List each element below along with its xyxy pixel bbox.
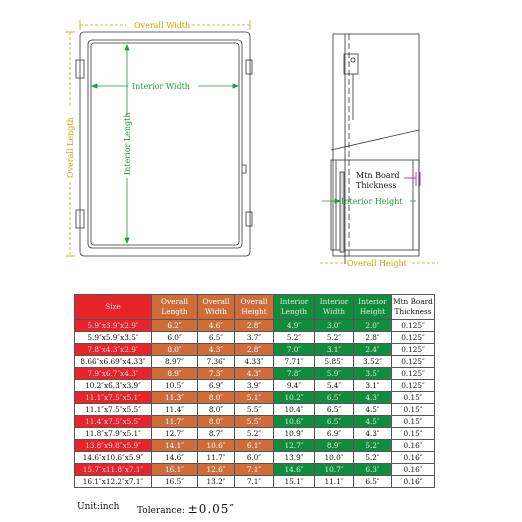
table-row — [75, 464, 435, 476]
table-cell: 0.16″ — [392, 452, 435, 464]
latch-notch — [242, 165, 246, 173]
table-cell: 10.4″ — [274, 404, 315, 416]
table-cell: 2.8″ — [235, 344, 274, 356]
interior-height-label: Interior Height — [341, 197, 403, 206]
table-cell: 5.9″ — [315, 368, 354, 380]
side-hinge — [344, 54, 358, 74]
table-row — [75, 320, 435, 332]
table-cell: 12.6″ — [198, 464, 235, 476]
table-cell: 4.9″ — [274, 320, 315, 332]
table-cell: 7.3″ — [198, 368, 235, 380]
table-cell: 4.3″ — [354, 392, 392, 404]
table-cell: 6.0″ — [235, 452, 274, 464]
table-cell: 7.71″ — [274, 356, 315, 368]
table-cell: 10.9″ — [274, 428, 315, 440]
table-cell: 0.16″ — [392, 464, 435, 476]
table-cell: 5.5″ — [235, 416, 274, 428]
overall-width-label: Overall Width — [134, 21, 191, 30]
table-cell: 6.9″ — [198, 380, 235, 392]
table-cell: 16.1″x12.2″x7.1″ — [75, 476, 152, 488]
table-cell: 16.1″ — [152, 464, 198, 476]
table-cell: 15.7″x11.8″x7.1″ — [75, 464, 152, 476]
column-header: Size — [75, 295, 152, 320]
column-header: Interior Width — [315, 295, 354, 320]
table-cell: 6.5″ — [315, 404, 354, 416]
table-cell: 5.9″x5.9″x3.5″ — [75, 332, 152, 344]
table-cell: 11.1″ — [315, 476, 354, 488]
front-view — [76, 32, 252, 256]
table-cell: 13.2″ — [198, 476, 235, 488]
table-cell: 2.8″ — [354, 332, 392, 344]
table-row — [75, 476, 435, 488]
table-cell: 5.2″ — [354, 440, 392, 452]
latch-bottom-right — [246, 212, 252, 226]
table-cell: 7.1″ — [235, 476, 274, 488]
table-cell: 3.52″ — [354, 356, 392, 368]
table-cell: 0.125″ — [392, 380, 435, 392]
table-cell: 14.6″ — [152, 452, 198, 464]
column-header: Interior Length — [274, 295, 315, 320]
table-header-row — [75, 295, 435, 320]
table-cell: 14.6″ — [274, 464, 315, 476]
table-cell: 3.7″ — [235, 332, 274, 344]
table-cell: 5.2″ — [235, 428, 274, 440]
table-cell: 7.8″x4.3″x2.9″ — [75, 344, 152, 356]
column-header: Overall Width — [198, 295, 235, 320]
table-cell: 6.9″ — [315, 428, 354, 440]
table-cell: 15.1″ — [274, 476, 315, 488]
table-cell: 11.1″x7.5″x5.1″ — [75, 392, 152, 404]
tolerance-label: Tolerance: — [137, 506, 185, 516]
size-spec-table — [74, 294, 435, 488]
mtn-board-dimension — [404, 172, 420, 186]
table-cell: 7.8″ — [274, 368, 315, 380]
enclosure-inner-outline — [88, 40, 242, 248]
table-cell: 12.7″ — [152, 428, 198, 440]
table-row — [75, 392, 435, 404]
table-cell: 5.2″ — [274, 332, 315, 344]
table-row — [75, 380, 435, 392]
table-cell: 5.85″ — [315, 356, 354, 368]
table-cell: 14.1″ — [152, 440, 198, 452]
table-cell: 3.0″ — [315, 320, 354, 332]
table-cell: 13.8″x9.8″x5.9″ — [75, 440, 152, 452]
table-cell: 6.5″ — [315, 392, 354, 404]
table-cell: 4.5″ — [354, 416, 392, 428]
table-cell: 11.7″ — [152, 416, 198, 428]
mtn-board-label-line1: Mtn Board — [356, 171, 400, 180]
table-cell: 0.15″ — [392, 404, 435, 416]
table-cell: 4.3″ — [354, 428, 392, 440]
table-cell: 10.5″ — [152, 380, 198, 392]
table-cell: 4.6″ — [198, 320, 235, 332]
table-row — [75, 440, 435, 452]
table-cell: 3.9″ — [235, 380, 274, 392]
table-cell: 7.9″x6.7″x4.3″ — [75, 368, 152, 380]
table-cell: 8.0″ — [198, 416, 235, 428]
table-cell: 11.4″x7.5″x5.5″ — [75, 416, 152, 428]
table-row — [75, 452, 435, 464]
table-cell: 3.1″ — [315, 344, 354, 356]
table-cell: 5.1″ — [235, 392, 274, 404]
table-cell: 11.7″ — [198, 452, 235, 464]
table-cell: 8.9″ — [315, 440, 354, 452]
table-cell: 6.5″ — [198, 332, 235, 344]
column-header: Interior Height — [354, 295, 392, 320]
table-cell: 11.1″x7.5″x5.5″ — [75, 404, 152, 416]
table-row — [75, 404, 435, 416]
table-cell: 7.36″ — [198, 356, 235, 368]
column-header: Overall Length — [152, 295, 198, 320]
interior-length-label: Interior Length — [123, 112, 132, 175]
table-cell: 6.3″ — [354, 464, 392, 476]
tolerance-value: ±0.05″ — [187, 502, 235, 516]
table-cell: 8.97″ — [152, 356, 198, 368]
enclosure-inner-outline-2 — [91, 43, 239, 245]
overall-length-label: Overall Length — [66, 117, 75, 178]
table-cell: 6.5″ — [315, 416, 354, 428]
table-cell: 8.9″ — [152, 368, 198, 380]
table-cell: 4.33″ — [235, 356, 274, 368]
overall-height-label: Overall Height — [347, 259, 407, 268]
table-cell: 8.0″ — [152, 344, 198, 356]
table-cell: 3.1″ — [354, 380, 392, 392]
table-row — [75, 368, 435, 380]
table-cell: 9.4″ — [274, 380, 315, 392]
table-cell: 5.2″ — [315, 332, 354, 344]
column-header: Overall Height — [235, 295, 274, 320]
column-header: Mtn Board Thickness — [392, 295, 435, 320]
table-cell: 0.125″ — [392, 344, 435, 356]
table-cell: 8.7″ — [198, 428, 235, 440]
table-cell: 7.1″ — [235, 464, 274, 476]
table-cell: 4.5″ — [354, 404, 392, 416]
table-cell: 2.8″ — [235, 320, 274, 332]
table-row — [75, 356, 435, 368]
table-cell: 13.9″ — [274, 452, 315, 464]
enclosure-outer-outline — [80, 32, 250, 256]
table-row — [75, 344, 435, 356]
table-cell: 0.16″ — [392, 476, 435, 488]
table-cell: 0.15″ — [392, 428, 435, 440]
table-cell: 10.2″ — [274, 392, 315, 404]
tolerance — [137, 502, 235, 516]
table-cell: 12.7″ — [274, 440, 315, 452]
table-cell: 0.125″ — [392, 332, 435, 344]
table-cell: 10.7″ — [315, 464, 354, 476]
table-cell: 7.0″ — [274, 344, 315, 356]
table-row — [75, 416, 435, 428]
table-cell: 6.2″ — [152, 320, 198, 332]
mounting-board — [340, 172, 344, 252]
table-cell: 0.15″ — [392, 392, 435, 404]
table-cell: 6.5″ — [354, 476, 392, 488]
table-cell: 2.4″ — [354, 344, 392, 356]
table-cell: 10.0″ — [315, 452, 354, 464]
table-cell: 14.6″x10.6″x5.9″ — [75, 452, 152, 464]
table-cell: 8.0″ — [198, 404, 235, 416]
table-cell: 16.5″ — [152, 476, 198, 488]
side-outline — [333, 34, 419, 256]
latch-top-right — [246, 60, 252, 74]
table-cell: 11.8″x7.9″x5.1″ — [75, 428, 152, 440]
table-row — [75, 332, 435, 344]
table-cell: 10.6″ — [274, 416, 315, 428]
table-cell: 8.0″ — [198, 392, 235, 404]
table-cell: 4.3″ — [198, 344, 235, 356]
interior-width-label: Interior Width — [132, 82, 190, 91]
table-cell: 5.4″ — [315, 380, 354, 392]
table-cell: 3.5″ — [354, 368, 392, 380]
table-cell: 6.1″ — [235, 440, 274, 452]
table-cell: 5.9″x3.9″x2.9″ — [75, 320, 152, 332]
side-view — [331, 34, 419, 264]
table-cell: 11.3″ — [152, 392, 198, 404]
table-cell: 6.0″ — [152, 332, 198, 344]
table-footer — [77, 502, 235, 516]
table-cell: 4.3″ — [235, 368, 274, 380]
table-row — [75, 428, 435, 440]
table-body — [75, 320, 435, 488]
table-cell: 10.6″ — [198, 440, 235, 452]
table-cell: 10.2″x6.3″x3.9″ — [75, 380, 152, 392]
table-cell: 0.15″ — [392, 416, 435, 428]
table-cell: 0.125″ — [392, 320, 435, 332]
table-cell: 8.66″x6.69″x4.33″ — [75, 356, 152, 368]
table-cell: 0.125″ — [392, 356, 435, 368]
table-cell: 0.125″ — [392, 368, 435, 380]
table-cell: 5.5″ — [235, 404, 274, 416]
mtn-board-label-line2: Thickness — [356, 181, 397, 190]
unit-label: Unit:inch — [77, 502, 120, 512]
table-cell: 11.4″ — [152, 404, 198, 416]
table-cell: 2.0″ — [354, 320, 392, 332]
table-cell: 0.16″ — [392, 440, 435, 452]
table-cell: 5.2″ — [354, 452, 392, 464]
